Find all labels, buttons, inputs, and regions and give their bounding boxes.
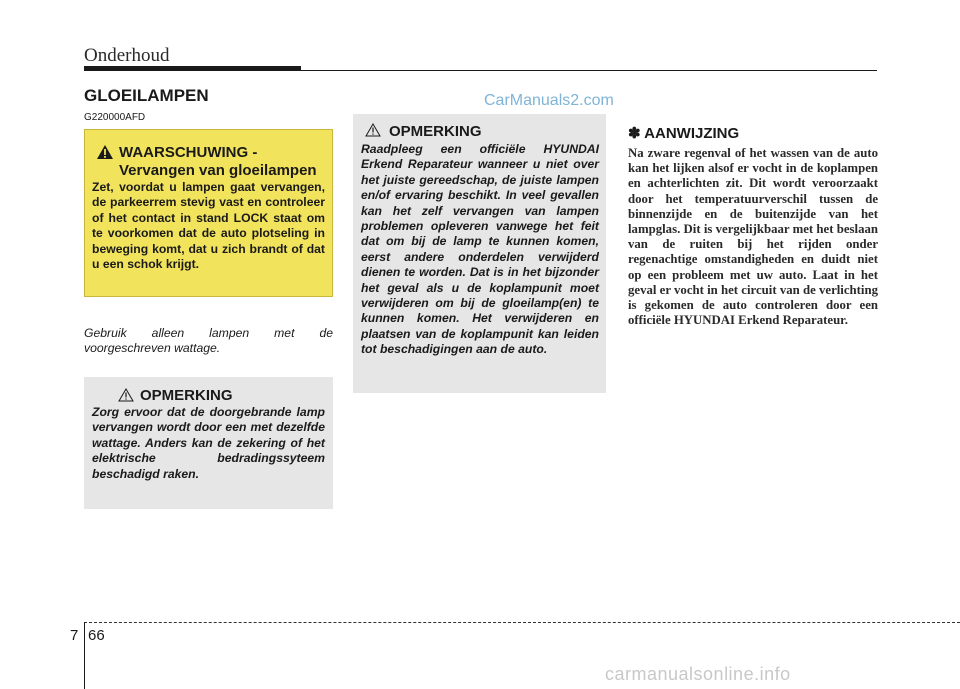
body-paragraph: Gebruik alleen lampen met de voorgeschreven wattage. xyxy=(84,326,333,355)
warning-triangle-icon xyxy=(96,144,114,160)
section-title: GLOEILAMPEN xyxy=(84,86,209,105)
warning-box xyxy=(84,129,333,297)
note-box-2 xyxy=(353,114,606,393)
page-number: 66 xyxy=(88,627,105,644)
caution-triangle-icon xyxy=(365,123,381,137)
warning-title-line2: Vervangen van gloeilampen xyxy=(119,162,317,179)
note-box-1 xyxy=(84,377,333,509)
warning-title-line1: WAARSCHUWING - xyxy=(119,144,258,161)
note-2-text: Raadpleeg een officiële HYUNDAI Erkend Reparateur wanneer u niet over het juiste gereedschap, de juiste lampen en/of ervaring beschikt. In veel gevallen kan het zelf vervangen van lampen problemen opleveren vanwege het feit dat om bij de lamp te kunnen komen, eerst andere onderdelen verwijderd dienen te worden. Dat is in het bijzonder het geval als u de koplampunit moet verwijderen om bij de gloeilamp(en) te kunnen komen. Het verwijderen en plaatsen van de koplampunit kan leiden tot beschadigingen aan de auto. xyxy=(361,142,599,357)
section-code: G220000AFD xyxy=(84,112,146,123)
caution-triangle-icon xyxy=(118,388,134,402)
header-rule-thick xyxy=(84,66,301,71)
note-1-title: OPMERKING xyxy=(140,387,233,404)
page-header-title: Onderhoud xyxy=(84,45,170,66)
note-2-title: OPMERKING xyxy=(389,123,482,140)
warning-text: Zet, voordat u lampen gaat vervangen, de parkeerrem stevig vast en controleer of het contact in stand LOCK staat om te voorkomen dat de auto plotseling in beweging komt, dat u zich brandt of dat u een schok krijgt. xyxy=(92,180,325,272)
warning-title xyxy=(119,144,317,180)
footer-divider xyxy=(84,622,85,689)
chapter-number: 7 xyxy=(70,627,79,644)
note-1-text: Zorg ervoor dat de doorgebrande lamp vervangen wordt door een met dezelfde wattage. Anders kan de zekering of het elektrische bedradingssyteem beschadigd raken. xyxy=(92,405,325,481)
watermark-link[interactable]: CarManuals2.com xyxy=(484,92,614,109)
footer-rule xyxy=(84,622,960,623)
header-rule-thin xyxy=(301,70,877,71)
footer-site-link[interactable]: carmanualsonline.info xyxy=(605,664,791,684)
aanwijzing-title: ✽ AANWIJZING xyxy=(628,125,740,142)
aanwijzing-text: Na zware regenval of het wassen van de auto kan het lijken alsof er vocht in de koplampen en achterlichten zit. Dit wordt veroorzaakt door het temperatuurverschil tussen de binnenzijde en de buitenzijde van het lampglas. Dit is vergelijkbaar met het beslaan van de ruiten bij het rijden onder regenachtige omstandigheden en duidt niet op een probleem met uw auto. Laat in het geval er vocht in het circuit van de verlichting is gekomen de auto controleren door een officiële HYUNDAI Erkend Reparateur. xyxy=(628,146,878,328)
